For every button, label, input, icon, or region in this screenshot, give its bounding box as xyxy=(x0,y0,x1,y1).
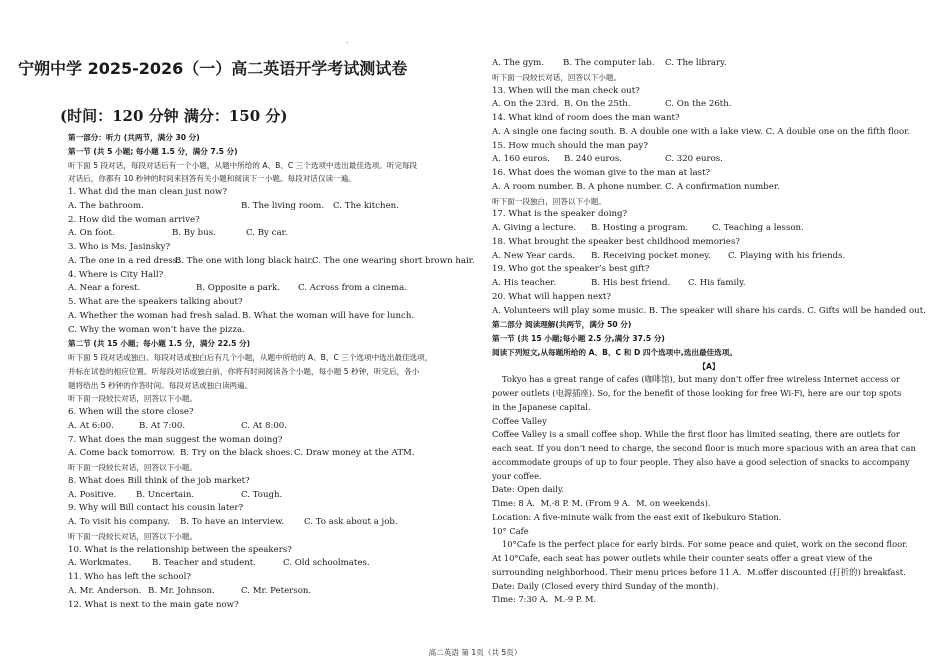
answer-option: A. Positive. xyxy=(68,489,117,500)
answer-option: A. Near a forest. xyxy=(68,283,141,294)
question-line: 15. How much should the man pay? xyxy=(492,140,648,151)
passage-line: 10° Cafe xyxy=(492,525,529,536)
answer-options-row xyxy=(68,585,432,599)
section-heading: 阅读下列短文,从每题所给的 A、B、C 和 D 四个选项中,选出最佳选项。 xyxy=(492,347,737,357)
answer-option: B. On the 25th. xyxy=(564,99,631,110)
answer-option: B. The one with long black hair. xyxy=(175,255,314,266)
answer-option: A. The bathroom. xyxy=(68,200,144,211)
answer-option: B. Mr. Johnson. xyxy=(148,585,215,596)
answer-option: A. New Year cards. xyxy=(492,250,576,261)
passage-line: Date: Open daily. xyxy=(492,484,565,495)
passage-line: your coffee. xyxy=(492,470,542,481)
answer-option: A. At 6:00. xyxy=(68,420,114,431)
passage-line: Location: A five-minute walk from the east exit of Ikebukuro Station. xyxy=(492,511,782,522)
passage-line: surrounding neighborhood. Their menu prices before 11 A．M.offer discounted (打折的) breakfast. xyxy=(492,566,906,577)
answer-options-row xyxy=(492,57,926,71)
passage-line: accommodate groups of up to four people. They also have a good selection of snacks to accompany xyxy=(492,456,910,467)
answer-option: B. The living room. xyxy=(241,200,325,211)
answer-option: C. The one wearing short brown hair. xyxy=(312,255,475,266)
instruction-line: 并标在试卷的相应位置。听每段对话或独白前，你将有时间阅读各个小题，每小题 5 秒钟，听完后，各小 xyxy=(68,366,420,376)
question-line: 14. What kind of room does the man want? xyxy=(492,113,680,123)
answer-option: C. On the 26th. xyxy=(665,99,732,110)
section-heading: 第一节 (共 5 小题; 每小题 1.5 分，满分 7.5 分) xyxy=(68,146,238,156)
question-line: 9. Why will Bill contact his cousin later? xyxy=(68,503,244,514)
answer-option: C. 320 euros. xyxy=(665,154,723,165)
answer-options-row xyxy=(492,98,926,112)
section-heading: 第一部分：听力 (共两节，满分 30 分) xyxy=(68,133,200,142)
question-line: 6. When will the store close? xyxy=(68,407,194,417)
answer-option: C. Playing with his friends. xyxy=(728,250,846,261)
stray-dot: . xyxy=(346,36,349,45)
answer-options-row xyxy=(68,200,432,214)
section-heading: 第一节 (共 15 小题;每小题 2.5 分,满分 37.5 分) xyxy=(492,334,665,343)
section-heading: 第二节 (共 15 小题；每小题 1.5 分，满分 22.5 分) xyxy=(68,339,251,349)
instruction-line: 听下面 5 段对话，每段对话后有一个小题，从题中所给的 A、B、C 三个选项中选出最佳选项。听完每段 xyxy=(68,160,418,170)
question-line: 18. What brought the speaker best childhood memories? xyxy=(492,236,740,247)
instruction-line: 听下面一段独白，回答以下小题。 xyxy=(492,196,606,206)
answer-options-row xyxy=(68,420,432,434)
answer-options-row xyxy=(492,153,926,167)
answer-option: B. Teacher and student. xyxy=(152,558,256,569)
exam-title: 宁朔中学 2025-2026（一）高二英语开学考试测试卷 xyxy=(18,59,408,78)
passage-line: in the Japanese capital. xyxy=(492,401,591,412)
passage-line: Time: 8 A．M.-8 P. M. (From 9 A．M. on weekends). xyxy=(492,498,711,508)
question-line: 13. When will the man check out? xyxy=(492,85,640,96)
answer-options-row xyxy=(68,516,432,530)
question-line: A. A single one facing south. B. A double one with a lake view. C. A double one on the fifth floor. xyxy=(492,126,911,137)
answer-option: C. Old schoolmates. xyxy=(283,558,370,569)
answer-option: C. Draw money at the ATM. xyxy=(294,448,415,459)
question-line: A. Volunteers will play some music. B. The speaker will share his cards. C. Gifts will be handed out. xyxy=(492,305,926,316)
question-line: 20. What will happen next? xyxy=(492,291,611,302)
question-line: C. Why the woman won’t have the pizza. xyxy=(68,324,245,335)
question-line: 3. Who is Ms. Jasinsky? xyxy=(68,242,171,252)
right-column-lines xyxy=(492,57,926,607)
answer-option: A. Come back tomorrow. xyxy=(68,448,176,459)
passage-line: each seat. If you don’t need to charge, the second floor is much more spacious with an area that can xyxy=(492,443,916,453)
answer-option: C. Across from a cinema. xyxy=(298,283,407,294)
answer-option: A. To visit his company. xyxy=(68,517,170,527)
question-line: 11. Who has left the school? xyxy=(68,572,191,582)
question-line: 16. What does the woman give to the man at last? xyxy=(492,168,711,178)
answer-options-row xyxy=(492,222,926,236)
answer-options-row xyxy=(68,489,432,503)
answer-option: B. His best friend. xyxy=(591,278,671,288)
answer-option: C. Teaching a lesson. xyxy=(712,223,804,233)
passage-line: Coffee Valley is a small coffee shop. While the first floor has limited seating, there are outlets for xyxy=(492,429,900,440)
passage-line: Tokyo has a great range of cafes (咖啡馆), but many don’t offer free wireless Internet access or xyxy=(502,374,900,385)
page-footer: 高二英语 第 1页（共 5页） xyxy=(428,648,522,657)
question-line: 8. What does Bill think of the job market? xyxy=(68,475,250,486)
answer-option: C. The kitchen. xyxy=(333,200,399,211)
instruction-line: 听下面一段较长对话，回答以下小题。 xyxy=(68,531,198,541)
answer-option: C. At 8:00. xyxy=(241,420,288,431)
answer-option: B. The computer lab. xyxy=(563,58,655,68)
answer-option: B. Hosting a program. xyxy=(591,223,689,233)
answer-option: A. Giving a lecture. xyxy=(492,223,577,233)
answer-option: A. Whether the woman had fresh salad. xyxy=(68,310,241,321)
answer-options-row xyxy=(68,282,432,296)
question-line: 4. Where is City Hall? xyxy=(68,269,164,280)
answer-options-row xyxy=(68,227,432,241)
answer-option: A. Mr. Anderson. xyxy=(68,585,142,596)
passage-line: Time: 7:30 A．M.-9 P. M. xyxy=(492,594,597,605)
question-line: 1. What did the man clean just now? xyxy=(68,187,227,197)
instruction-line: 题将给出 5 秒钟的作答时间。每段对话或独白读两遍。 xyxy=(68,380,253,390)
passage-label: 【A】 xyxy=(698,361,720,371)
answer-option: C. His family. xyxy=(688,278,746,288)
answer-option: B. 240 euros. xyxy=(564,154,622,165)
question-line: A. A room number. B. A phone number. C. A confirmation number. xyxy=(492,181,780,192)
answer-options-row xyxy=(68,557,432,571)
answer-option: B. Receiving pocket money. xyxy=(591,250,711,261)
answer-option: B. Uncertain. xyxy=(136,489,195,500)
answer-option: B. Try on the black shoes. xyxy=(180,448,293,459)
passage-line: Date: Daily (Closed every third Sunday of the month). xyxy=(492,580,719,591)
answer-option: C. Tough. xyxy=(241,489,283,500)
instruction-line: 听下面一段较长对话，回答以下小题。 xyxy=(492,72,622,82)
question-line: 10. What is the relationship between the speakers? xyxy=(68,544,292,555)
answer-option: B. To have an interview. xyxy=(180,517,285,527)
answer-option: B. What the woman will have for lunch. xyxy=(242,310,415,321)
passage-line: 10°Cafe is the perfect place for early birds. For some peace and quiet, work on the second floor. xyxy=(502,539,908,550)
answer-option: C. By car. xyxy=(246,228,288,239)
answer-option: B. At 7:00. xyxy=(139,420,186,431)
instruction-line: 听下面一段较长对话，回答以下小题。 xyxy=(68,463,198,472)
answer-options-row xyxy=(492,250,926,264)
answer-option: A. On foot. xyxy=(68,228,115,239)
exam-subtitle: (时间：120 分钟 满分：150 分) xyxy=(60,107,288,125)
passage-line: Coffee Valley xyxy=(492,415,547,426)
answer-option: A. 160 euros. xyxy=(492,154,550,165)
answer-option: B. By bus. xyxy=(172,228,216,239)
passage-line: power outlets (电源插座). So, for the benefit of those looking for free Wi-Fi, here are our top spots xyxy=(492,388,902,398)
answer-option: A. On the 23rd. xyxy=(492,99,560,110)
question-line: 19. Who got the speaker’s best gift? xyxy=(492,264,650,275)
question-line: 5. What are the speakers talking about? xyxy=(68,297,243,307)
answer-option: B. Opposite a park. xyxy=(196,283,280,294)
question-line: 17. What is the speaker doing? xyxy=(492,209,628,220)
answer-option: C. The library. xyxy=(665,58,727,68)
question-line: 12. What is next to the main gate now? xyxy=(68,599,239,610)
answer-option: A. The one in a red dress. xyxy=(68,255,180,266)
section-heading: 第二部分 阅读理解(共两节，满分 50 分) xyxy=(492,320,632,330)
answer-options-row xyxy=(492,277,926,291)
answer-options-row xyxy=(68,447,432,461)
instruction-line: 对话后，你都有 10 秒钟的时间来回答有关小题和阅读下一小题。每段对话仅读一遍。 xyxy=(68,174,356,184)
answer-option: C. Mr. Peterson. xyxy=(241,585,312,596)
answer-option: A. His teacher. xyxy=(492,278,557,288)
passage-line: At 10°Cafe, each seat has power outlets while their counter seats offer a great view of the xyxy=(492,553,873,563)
left-column-lines xyxy=(68,131,475,612)
answer-options-row xyxy=(68,310,432,324)
question-line: 2. How did the woman arrive? xyxy=(68,214,200,225)
answer-option: A. Workmates. xyxy=(68,558,132,569)
answer-option: C. To ask about a job. xyxy=(304,517,398,527)
question-line: 7. What does the man suggest the woman doing? xyxy=(68,434,283,445)
answer-options-row xyxy=(68,255,475,269)
instruction-line: 听下面 5 段对话或独白。每段对话或独白后有几个小题，从题中所给的 A、B、C 三个选项中选出最佳选项， xyxy=(68,353,433,362)
answer-option: A. The gym. xyxy=(492,58,544,68)
instruction-line: 听下面一段较长对话，回答以下小题。 xyxy=(68,394,198,404)
